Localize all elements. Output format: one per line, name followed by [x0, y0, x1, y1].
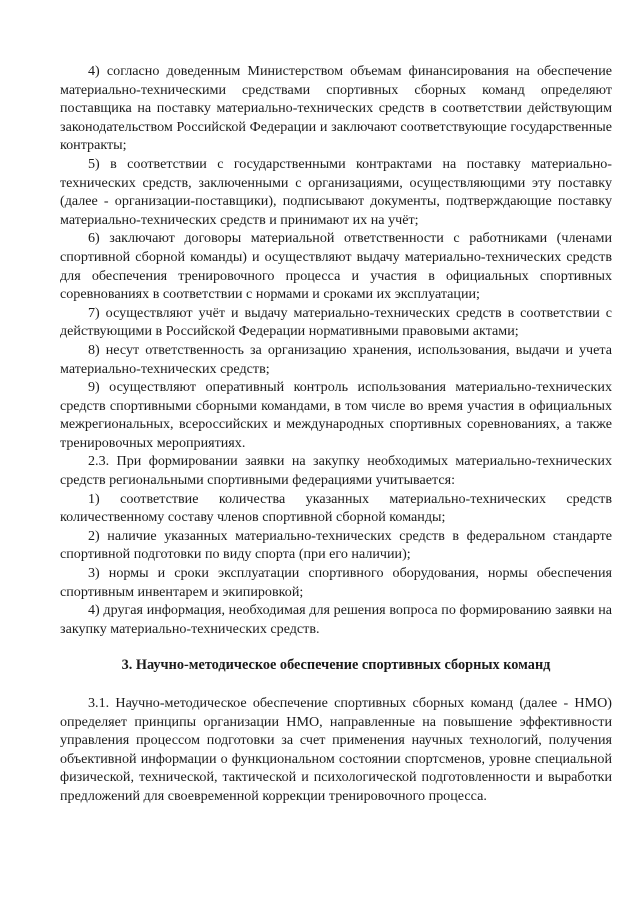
list-item: 7) осуществляют учёт и выдачу материально-технических средств в соответствии с действующими в Российской Федерации нормативными правовыми актами;: [60, 304, 612, 340]
list-item: 4) другая информация, необходимая для решения вопроса по формированию заявки на закупку материально-технических средств.: [60, 602, 612, 637]
list-item: 2) наличие указанных материально-технических средств в федеральном стандарте спортивной подготовки по виду спорта (при его наличии);: [60, 527, 612, 563]
list-item: 1) соответствие количества указанных материально-технических средств количественному составу членов спортивной сборной команды;: [60, 490, 612, 526]
list-item: 8) несут ответственность за организацию хранения, использования, выдачи и учета материально-технических средств;: [60, 341, 612, 377]
list-item: 4) согласно доведенным Министерством объемам финансирования на обеспечение материально-техническими средствами спортивных сборных команд определяют поставщика на поставку материально-технических средств в соответствии действующим законодательством Российской Федерации и заключают соответствующие государственные контракты;: [60, 63, 612, 154]
list-item: 5) в соответствии с государственными контрактами на поставку материально-технических средств, заключенными с организациями, осуществляющими эту поставку (далее - организации-поставщики), подписывают документы, подтверждающие поставку материально-технических средств и принимают их на учёт;: [60, 155, 612, 228]
clause-2-3: 2.3. При формировании заявки на закупку необходимых материально-технических средств региональными спортивными федерациями учитывается:: [60, 453, 612, 489]
list-item: 3) нормы и сроки эксплуатации спортивного оборудования, нормы обеспечения спортивным инвентарем и экипировкой;: [60, 565, 612, 600]
clause-3-1: 3.1. Научно-методическое обеспечение спортивных сборных команд (далее - НМО) определяет принципы организации НМО, направленные на повышение эффективности управления процессом подготовки за счет применения научных технологий, получения объективной информации о функциональном состоянии спортсменов, уровне специальной физической, технической, тактической и психологической подготовленности и выработки предложений для своевременной коррекции тренировочного процесса.: [60, 695, 612, 804]
section-2-continuation: [60, 62, 612, 638]
list-item: 9) осуществляют оперативный контроль использования материально-технических средств спортивными сборными командами, в том числе во время участия в официальных межрегиональных, всероссийских и международных спортивных соревнованиях, а также тренировочных мероприятиях.: [60, 379, 612, 451]
section-heading: 3. Научно-методическое обеспечение спортивных сборных команд: [121, 657, 551, 673]
list-item: 6) заключают договоры материальной ответственности с работниками (членами спортивной сборной команды) и осуществляют выдачу материально-технических средств для обеспечения тренировочного процесса и участия в официальных спортивных соревнованиях в соответствии с нормами и сроками их эксплуатации;: [60, 230, 612, 303]
section-3-body: [60, 694, 612, 806]
